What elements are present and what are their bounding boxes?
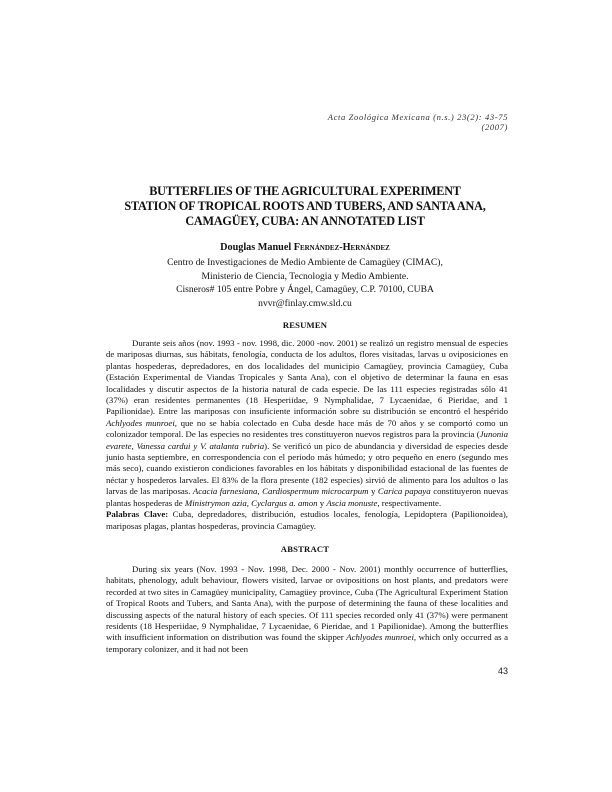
author-given-names: Douglas Manuel [220, 242, 292, 253]
author-name [100, 242, 510, 253]
article-title [100, 184, 510, 230]
affiliation-line: Cisneros# 105 entre Pobre y Ángel, Camagüey, C.P. 70100, CUBA [176, 284, 434, 296]
keywords-list: Cuba, depredadores, distribución, estudios locales, fenología, Lepidoptera (Papilionoidea), mariposas plagas, plantas hospederas, provincia Camagüey. [106, 509, 508, 531]
keywords-label: Palabras Clave: [106, 509, 169, 520]
abstract-body [106, 564, 508, 655]
resumen-heading: RESUMEN [282, 320, 328, 330]
author-email: nvvr@finlay.cmw.sld.cu [258, 297, 352, 309]
affiliation-line: Ministerio de Ciencia, Tecnologia y Medio Ambiente. [201, 270, 409, 282]
title-line: STATION OF TROPICAL ROOTS AND TUBERS, AND SANTA ANA, [124, 199, 486, 214]
keywords [106, 509, 508, 532]
abstract-heading: ABSTRACT [280, 544, 330, 554]
abstract-paragraph: During six years (Nov. 1993 - Nov. 1998, Dec. 2000 - Nov. 2001) monthly occurrence of butterflies, habitats, phenology, adult behaviour, flowers visited, larvae or ovipositions on host plants, and predators were recorded at two sites in Camagüey municipality, Camagüey province, Cuba (The Agricultural Experiment Station of Tropical Roots and Tubers, and Santa Ana), with the purpose of determining the fauna of these localities and discussing aspects of the natural history of each species. Of 111 species recorded only 41 (37%) were permanent residents (18 Hesperiidae, 9 Nymphalidae, 7 Lycaenidae, 6 Pieridae, and 1 Papilionidae). Among the butterflies with insufficient information on distribution was found the skipper Achlyodes munroei, which only occurred as a temporary colonizer, and it had not been [106, 564, 508, 654]
title-line: CAMAGÜEY, CUBA: AN ANNOTATED LIST [185, 214, 425, 229]
author-affiliation [100, 256, 510, 310]
resumen-paragraph: Durante seis años (nov. 1993 - nov. 1998, dic. 2000 -nov. 2001) se realizó un registro mensual de especies de mariposas diurnas, sus hábitats, fenología, conducta de los adultos, flores visitadas, larvas u oviposiciones en plantas hospederas, depredadores, en dos localidades del municipio Camagüey, provincia Camagüey, Cuba (Estación Experimental de Viandas Tropicales y Santa Ana), con el objetivo de determinar la fauna en esas localidades y discutir aspectos de la historia natural de cada especie. De las 111 especies registradas sólo 41 (37%) eran residentes permanentes (18 Hesperiidae, 9 Nymphalidae, 7 Lycaenidae, 6 Pieridae, and 1 Papilionidae). Entre las mariposas con insuficiente información sobre su distribución se encontró el hespérido Achlyodes munroei, que no se había colectado en Cuba desde hace más de 70 años y se comportó como un colonizador temporal. De las especies no residentes tres constituyeron nuevos registros para la provincia (Junonia evarete, Vanessa cardui y V. atalanta rubria). Se verificó un pico de abundancia y diversidad de especies desde junio hasta septiembre, en correspondencia con el periodo más húmedo; y otro pequeño en enero (segundo mes más seco), cuando existieron condiciones favorables en los hábitats y disponibilidad estacional de las fuentes de néctar y hospederos larvales. El 83% de la flora presente (182 especies) sirvió de alimento para los adultos o las larvas de las mariposas. Acacia farnesiana, Cardiospermum microcarpum y Carica papaya constituyeron nuevas plantas hospederas de Ministrymon azia, Cyclargus a. amon y Ascia monuste, respectivamente. [106, 338, 509, 508]
resumen-body [106, 338, 508, 532]
author-surname: Fernández-Hernández [293, 242, 390, 253]
page-number: 43 [497, 666, 508, 676]
title-line: BUTTERFLIES OF THE AGRICULTURAL EXPERIMENT [149, 184, 461, 198]
affiliation-line: Centro de Investigaciones de Medio Ambiente de Camagüey (CIMAC), [167, 257, 443, 268]
journal-citation: Acta Zoológica Mexicana (n.s.) 23(2): 43-75 (2007) [327, 112, 508, 132]
